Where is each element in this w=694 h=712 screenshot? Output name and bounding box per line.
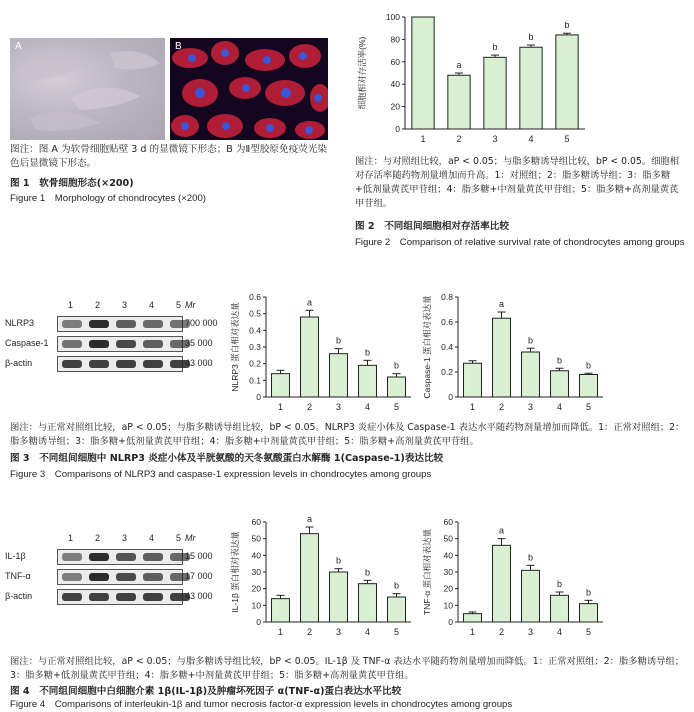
lane-number: 4: [149, 533, 155, 543]
blot-mr-value: 15 000: [185, 551, 213, 561]
x-tick-label: 5: [564, 134, 570, 144]
bar: [464, 614, 482, 622]
il1b-chart: [228, 510, 418, 650]
fig4-title-cn: 图 4 不同组间细胞中白细胞介素 1β(IL-1β)及肿瘤坏死因子 α(TNF-α)蛋白表达水平比较: [10, 686, 402, 697]
x-tick-label: 3: [335, 402, 342, 412]
fig1-note: 图注：图 A 为软骨细胞贴壁 3 d 的显微镜下形态；B 为Ⅱ型胶原免疫荧光染色后显微镜下形态。: [10, 144, 327, 169]
blot-protein-label: Caspase-1: [5, 338, 49, 348]
y-axis-label: NLRP3 蛋白相对表达量: [230, 302, 240, 392]
significance-label: b: [335, 335, 342, 346]
fig3-western-blot: [5, 300, 225, 380]
lane-number: 5: [176, 533, 182, 543]
fig1-title-cn: 图 1 软骨细胞形态(×200): [10, 178, 134, 189]
y-tick-label: 30: [443, 567, 453, 577]
x-tick-label: 2: [498, 402, 505, 412]
bar: [412, 17, 434, 129]
y-tick-label: 50: [251, 533, 261, 544]
lane-number: 4: [149, 300, 155, 310]
x-tick-label: 5: [585, 402, 592, 412]
blot-band: [62, 340, 82, 348]
significance-label: b: [585, 360, 592, 371]
y-tick-label: 50: [443, 533, 453, 544]
significance-label: b: [364, 567, 371, 578]
fig2-note: 图注：与对照组比较，aP < 0.05；与脂多糖诱导组比较，bP < 0.05。细胞相对存活率随药物剂量增加而升高。1：对照组；2：脂多糖诱导组；3：脂多糖+低剂量黄芪甲苷组；4：脂多糖+中剂量黄芪甲苷组；5：脂多糖+高剂量黄芪甲苷组。: [355, 156, 680, 209]
y-tick-label: 30: [251, 567, 261, 577]
blot-band: [143, 320, 163, 328]
y-tick-label: 100: [385, 12, 400, 22]
significance-label: b: [527, 552, 534, 563]
fig4-note: 图注：与正常对照组比较，aP < 0.05；与脂多糖诱导组比较，bP < 0.05。IL-1β 及 TNF-α 表达水平随药物剂量增加而降低。1：正常对照组；2：脂多糖诱导组；3：脂多糖+低剂量黄芪甲苷组；4：脂多糖+中剂量黄芪甲苷组；5：脂多糖+高剂量黄芪甲苷组。: [10, 656, 685, 681]
y-tick-label: 0.6: [441, 317, 453, 327]
y-tick-label: 20: [443, 583, 453, 594]
fig4-western-blot: [5, 533, 225, 613]
lane-number: 2: [95, 533, 101, 543]
significance-label: b: [335, 555, 342, 566]
y-tick-label: 0.5: [249, 308, 261, 319]
tnfa-chart: [420, 510, 610, 650]
y-tick-label: 60: [443, 517, 453, 527]
significance-label: b: [364, 347, 371, 358]
x-tick-label: 1: [469, 402, 476, 412]
significance-label: a: [498, 525, 505, 536]
x-tick-label: 5: [585, 627, 592, 637]
blot-mr-value: 43 000: [185, 358, 213, 368]
panel-label-b: B: [175, 41, 182, 52]
bar: [522, 352, 540, 397]
y-tick-label: 20: [390, 101, 400, 112]
x-tick-label: 4: [528, 134, 534, 144]
y-tick-label: 40: [390, 79, 400, 90]
significance-label: b: [393, 580, 400, 591]
bar: [272, 599, 290, 622]
blot-band: [89, 320, 109, 328]
blot-band: [89, 553, 109, 561]
blot-mr-value: 17 000: [185, 571, 213, 581]
fig3-note: 图注：与正常对照组比较，aP < 0.05；与脂多糖诱导组比较，bP < 0.05。NLRP3 炎症小体及 Caspase-1 表达水平随药物剂量增加而降低。1：正常对照组；2：脂多糖诱导组；3：脂多糖+低剂量黄芪甲苷组；4：脂多糖+中剂量黄芪甲苷组；5：脂多糖+高剂量黄芪甲苷组。: [10, 422, 685, 447]
bar: [359, 365, 377, 397]
fig3-title-en: Figure 3 Comparisons of NLRP3 and caspase-1 expression levels in chondrocytes among groups: [10, 469, 432, 480]
x-tick-label: 3: [492, 134, 498, 144]
blot-protein-label: NLRP3: [5, 318, 35, 328]
blot-strip: [57, 336, 183, 352]
blot-band: [116, 553, 136, 561]
bar: [520, 47, 542, 129]
significance-label: a: [456, 60, 462, 70]
y-axis-label: IL-1β 蛋白相对表达量: [230, 531, 240, 613]
x-tick-label: 4: [364, 402, 371, 412]
y-tick-label: 0: [448, 617, 453, 627]
y-axis-label: 细胞相对存活率(%): [357, 36, 367, 110]
blot-strip: [57, 549, 183, 565]
lane-number: 1: [68, 533, 74, 543]
blot-band: [116, 593, 136, 601]
y-tick-label: 0.8: [441, 292, 453, 302]
bar: [493, 318, 511, 397]
x-tick-label: 1: [277, 402, 284, 412]
blot-mr-value: 700 000: [185, 318, 218, 328]
blot-band: [62, 320, 82, 328]
cell-shapes-a: [10, 38, 165, 140]
blot-band: [143, 360, 163, 368]
y-tick-label: 0.6: [249, 292, 261, 302]
y-tick-label: 0.4: [441, 342, 453, 352]
blot-band: [143, 340, 163, 348]
y-tick-label: 0.2: [249, 358, 261, 369]
x-tick-label: 5: [393, 402, 400, 412]
y-tick-label: 80: [390, 34, 400, 45]
significance-label: b: [585, 587, 592, 598]
nlrp3-chart: [228, 283, 418, 423]
significance-label: a: [306, 297, 313, 308]
y-tick-label: 0.3: [249, 342, 261, 352]
blot-band: [116, 573, 136, 581]
bar: [484, 57, 506, 129]
micrograph-b: [170, 38, 328, 140]
y-tick-label: 40: [251, 550, 261, 561]
blot-band: [89, 573, 109, 581]
bar: [464, 363, 482, 397]
bar: [522, 570, 540, 622]
blot-protein-label: IL-1β: [5, 551, 26, 561]
lane-number: 5: [176, 300, 182, 310]
lane-number: 1: [68, 300, 74, 310]
significance-label: b: [492, 42, 498, 53]
x-tick-label: 3: [335, 627, 342, 637]
significance-label: b: [527, 335, 534, 346]
bar: [388, 597, 406, 622]
x-tick-label: 2: [456, 134, 462, 144]
y-tick-label: 0.2: [441, 367, 453, 377]
bar: [551, 371, 569, 397]
x-tick-label: 3: [527, 627, 534, 637]
x-tick-label: 2: [306, 627, 313, 637]
survival-rate-chart: [355, 5, 595, 155]
x-tick-label: 1: [469, 627, 476, 637]
y-tick-label: 20: [251, 583, 261, 594]
blot-band: [89, 593, 109, 601]
blot-band: [143, 553, 163, 561]
significance-label: b: [556, 579, 563, 589]
fig3-title-cn: 图 3 不同组间细胞中 NLRP3 炎症小体及半胱氨酸的天冬氨酸蛋白水解酶 1(Caspase-1)表达比较: [10, 453, 444, 464]
bar: [556, 35, 578, 129]
blot-strip: [57, 589, 183, 605]
blot-band: [62, 553, 82, 561]
mr-header: Mr: [185, 533, 196, 543]
blot-band: [116, 340, 136, 348]
x-tick-label: 1: [277, 627, 284, 637]
lane-number: 3: [122, 300, 128, 310]
x-tick-label: 1: [420, 134, 426, 144]
micrograph-a: [10, 38, 165, 140]
bar: [580, 375, 598, 398]
y-tick-label: 0.4: [249, 325, 261, 336]
x-tick-label: 4: [556, 402, 563, 412]
blot-band: [89, 360, 109, 368]
blot-strip: [57, 316, 183, 332]
blot-band: [62, 573, 82, 581]
blot-band: [89, 340, 109, 348]
significance-label: b: [556, 355, 563, 366]
significance-label: b: [528, 32, 534, 42]
y-tick-label: 0.1: [249, 375, 261, 386]
panel-label-a: A: [15, 41, 22, 52]
y-tick-label: 60: [390, 56, 400, 67]
bar: [580, 604, 598, 622]
blot-protein-label: β-actin: [5, 358, 33, 368]
blot-band: [116, 320, 136, 328]
bar: [551, 595, 569, 622]
bar: [330, 354, 348, 397]
mr-header: Mr: [185, 300, 196, 310]
x-tick-label: 2: [306, 402, 313, 412]
bar: [301, 317, 319, 397]
bar: [493, 545, 511, 622]
fig2-title-cn: 图 2 不同组间细胞相对存活率比较: [355, 221, 509, 232]
significance-label: a: [498, 299, 505, 309]
blot-band: [143, 593, 163, 601]
blot-protein-label: β-actin: [5, 591, 33, 601]
bar: [301, 534, 319, 622]
blot-band: [62, 593, 82, 601]
significance-label: b: [564, 20, 570, 31]
blot-band: [143, 573, 163, 581]
bar: [388, 377, 406, 397]
blot-mr-value: 35 000: [185, 338, 213, 348]
y-axis-label: Caspase-1 蛋白相对表达量: [422, 295, 432, 399]
caspase1-chart: [420, 283, 610, 423]
x-tick-label: 4: [364, 627, 371, 637]
x-tick-label: 3: [527, 402, 534, 412]
bar: [272, 374, 290, 397]
y-tick-label: 60: [251, 517, 261, 527]
blot-mr-value: 43 000: [185, 591, 213, 601]
bar: [359, 584, 377, 622]
y-axis-label: TNF-α 蛋白相对表达量: [422, 528, 432, 616]
blot-strip: [57, 569, 183, 585]
y-tick-label: 0: [256, 392, 261, 402]
x-tick-label: 5: [393, 627, 400, 637]
lane-number: 2: [95, 300, 101, 310]
fig4-title-en: Figure 4 Comparisons of interleukin-1β and tumor necrosis factor-α expression levels in chondrocytes among groups: [10, 699, 513, 710]
y-tick-label: 0: [395, 124, 400, 134]
blot-strip: [57, 356, 183, 372]
y-tick-label: 10: [443, 600, 453, 611]
fluorescence-cells-b: [170, 38, 328, 140]
x-tick-label: 4: [556, 627, 563, 637]
bar: [448, 75, 470, 129]
x-tick-label: 2: [498, 627, 505, 637]
y-tick-label: 40: [443, 550, 453, 561]
significance-label: a: [306, 514, 313, 524]
fig2-title-en: Figure 2 Comparison of relative survival rate of chondrocytes among groups: [355, 237, 685, 248]
y-tick-label: 10: [251, 600, 261, 611]
blot-band: [116, 360, 136, 368]
lane-number: 3: [122, 533, 128, 543]
significance-label: b: [393, 360, 400, 371]
bar: [330, 572, 348, 622]
fig1-title-en: Figure 1 Morphology of chondrocytes (×200): [10, 193, 206, 204]
blot-band: [62, 360, 82, 368]
y-tick-label: 0: [256, 617, 261, 627]
y-tick-label: 0: [448, 392, 453, 402]
blot-protein-label: TNF-α: [5, 571, 31, 581]
